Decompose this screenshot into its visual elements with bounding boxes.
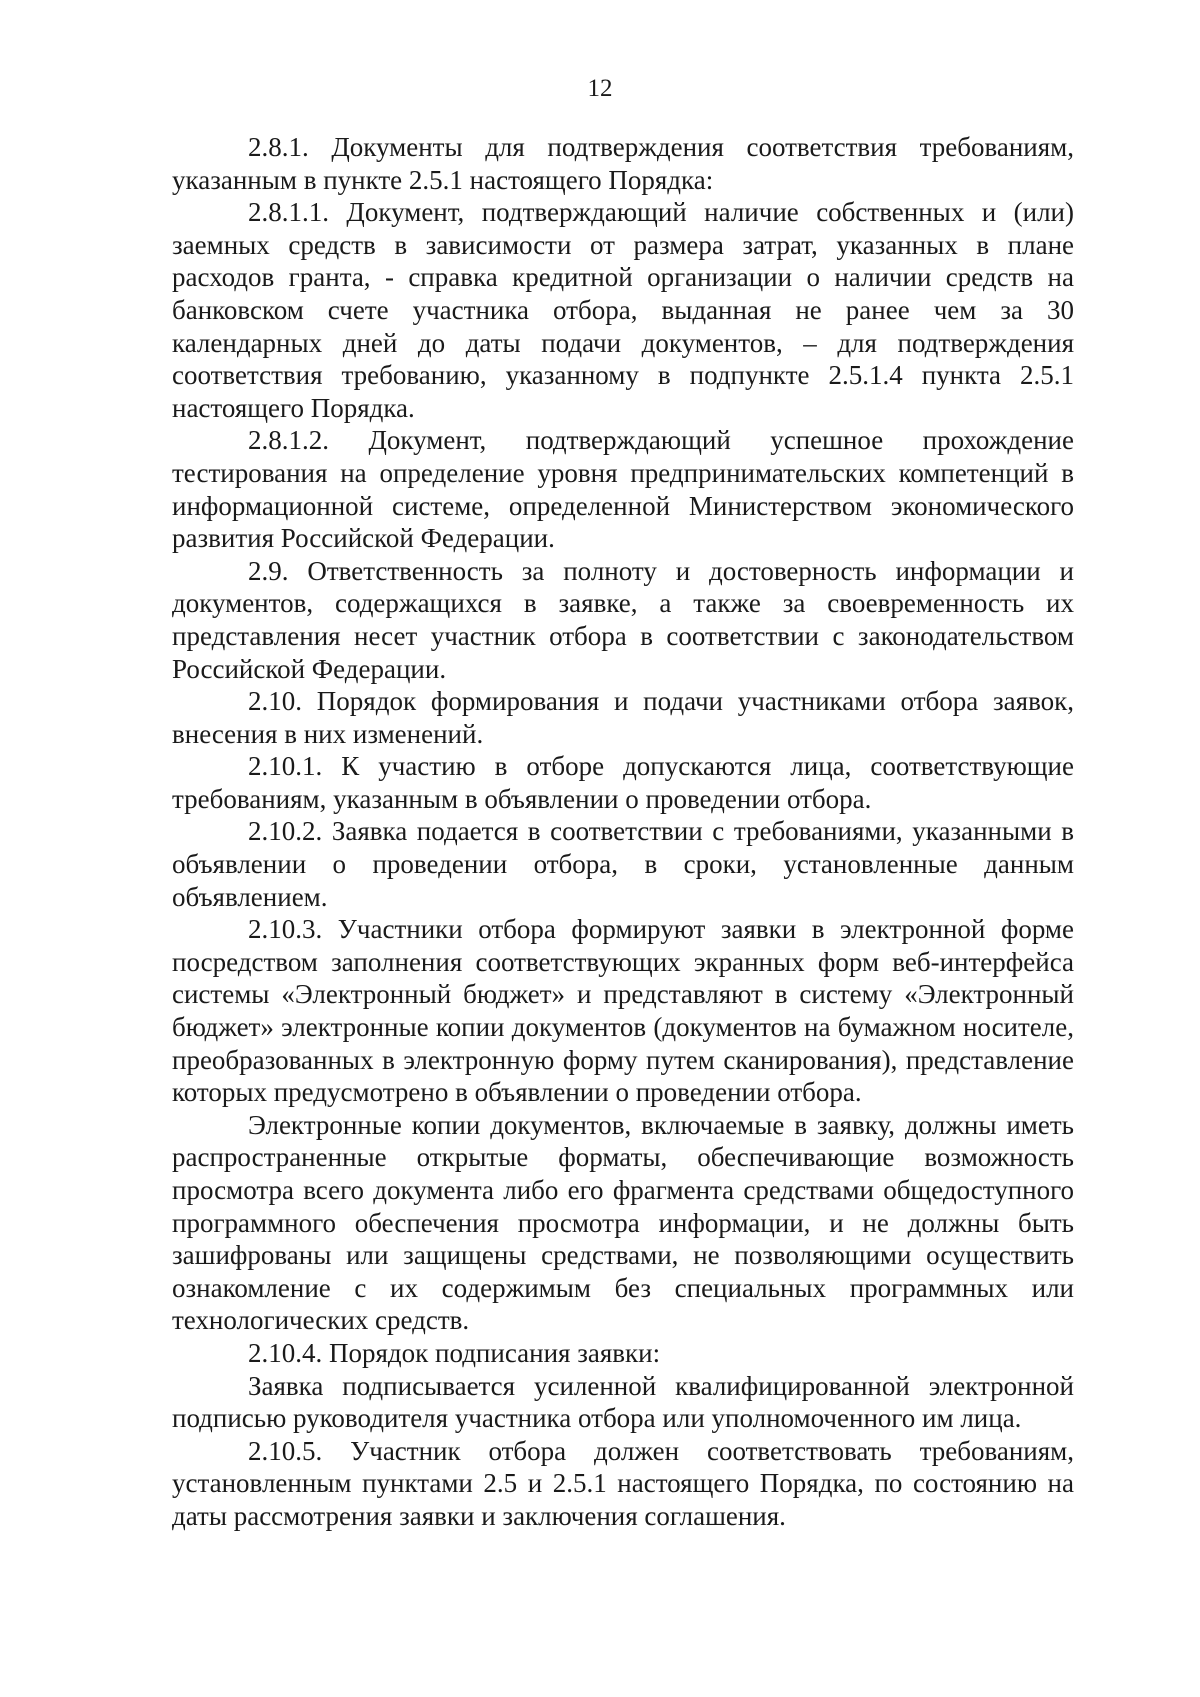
page-number: 12 (587, 75, 613, 102)
paragraph-2-10-4: 2.10.4. Порядок подписания заявки: (248, 1337, 661, 1368)
paragraph-signature: Заявка подписывается усиленной квалифицированной электронной подписью руководителя участника отбора или уполномоченного им лица. (172, 1370, 1074, 1434)
paragraph-2-10-3: 2.10.3. Участники отбора формируют заявки в электронной форме посредством заполнения соответствующих экранных форм веб-интерфейса системы «Электронный бюджет» и представляют в систему «Электронный бюджет» электронные копии документов (документов на бумажном носителе, преобразованных в электронную форму путем сканирования), представление которых предусмотрено в объявлении о проведении отбора. (172, 914, 1074, 1108)
document-body (172, 131, 1074, 1533)
paragraph-electronic-copies: Электронные копии документов, включаемые в заявку, должны иметь распространенные открытые форматы, обеспечивающие возможность просмотра всего документа либо его фрагмента средствами общедоступного программного обеспечения просмотра информации, и не должны быть зашифрованы или защищены средствами, не позволяющими осуществить ознакомление с их содержимым без специальных программных или технологических средств. (172, 1109, 1074, 1336)
paragraph-2-10-2: 2.10.2. Заявка подается в соответствии с требованиями, указанными в объявлении о проведении отбора, в сроки, установленные данным объявлением. (172, 816, 1074, 912)
paragraph-2-8-1-2: 2.8.1.2. Документ, подтверждающий успешное прохождение тестирования на определение уровня предпринимательских компетенций в информационной системе, определенной Министерством экономического развития Российской Федерации. (172, 425, 1074, 554)
paragraph-2-10-5: 2.10.5. Участник отбора должен соответствовать требованиям, установленным пунктами 2.5 и 2.5.1 настоящего Порядка, по состоянию на даты рассмотрения заявки и заключения соглашения. (172, 1435, 1074, 1531)
paragraph-2-8-1-1: 2.8.1.1. Документ, подтверждающий наличие собственных и (или) заемных средств в зависимости от размера затрат, указанных в плане расходов гранта, - справка кредитной организации о наличии средств на банковском счете участника отбора, выданная не ранее чем за 30 календарных дней до даты подачи документов, – для подтверждения соответствия требованию, указанному в подпункте 2.5.1.4 пункта 2.5.1 настоящего Порядка. (172, 197, 1074, 423)
paragraph-2-10: 2.10. Порядок формирования и подачи участниками отбора заявок, внесения в них изменений. (172, 686, 1074, 749)
paragraph-2-9: 2.9. Ответственность за полноту и достоверность информации и документов, содержащихся в заявке, а также за своевременность их представления несет участник отбора в соответствии с законодательством Российской Федерации. (172, 555, 1074, 684)
paragraph-2-8-1: 2.8.1. Документы для подтверждения соответствия требованиям, указанным в пункте 2.5.1 настоящего Порядка: (172, 132, 1074, 195)
paragraph-2-10-1: 2.10.1. К участию в отборе допускаются лица, соответствующие требованиям, указанным в объявлении о проведении отбора. (172, 751, 1074, 814)
